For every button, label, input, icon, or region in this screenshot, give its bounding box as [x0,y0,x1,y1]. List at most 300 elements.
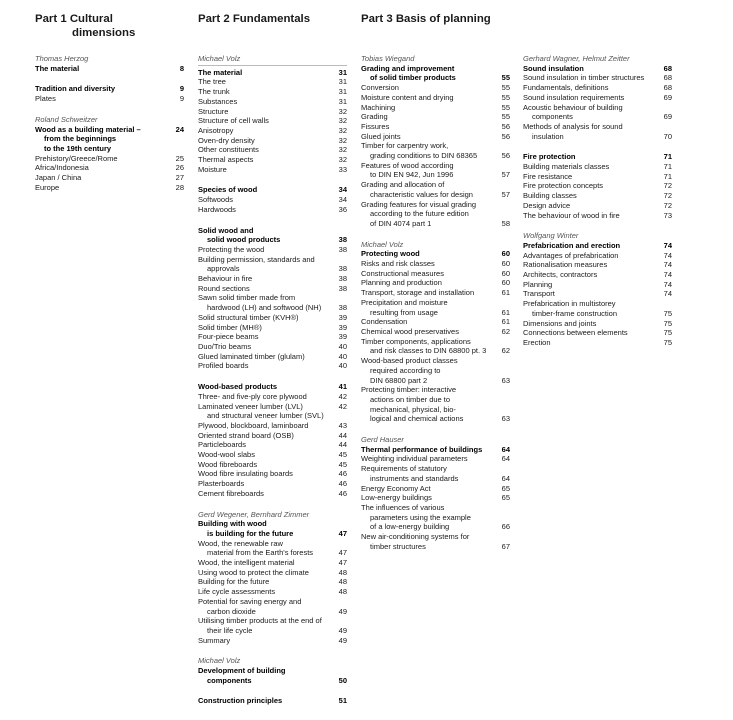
entry-page-number: 72 [663,200,672,210]
toc-entry [198,450,347,460]
entry-title: Rationalisation measures [523,260,608,270]
entry-title: Timber for carpentry work, [361,141,449,151]
entry-page-number: 60 [501,249,510,259]
toc-heading-entry [361,249,510,259]
toc-entry [361,259,510,269]
toc-entry [198,116,347,126]
entry-page-number: 57 [501,170,510,180]
toc-section [198,54,347,174]
entry-page-number: 34 [338,195,347,205]
entry-title: New air-conditioning systems for [361,532,470,542]
entry-title: Transport [523,289,555,299]
entry-title: The material [198,67,243,77]
toc-entry [361,346,510,356]
toc-section [35,84,184,103]
entry-title: Structure of cell walls [198,116,269,126]
entry-title: insulation [532,131,564,141]
entry-title: Features of wood according [361,160,454,170]
toc-entry [361,503,510,513]
toc-entry [198,489,347,499]
entry-title: Wood-based product classes [361,356,458,366]
entry-page-number: 36 [338,204,347,214]
entry-title: Solid wood and [198,225,254,235]
entry-page-number: 31 [338,67,347,77]
entry-title: Acoustic behaviour of building [523,102,623,112]
entry-page-number: 38 [338,235,347,245]
toc-entry [198,587,347,597]
toc-section [361,435,510,551]
entry-page-number: 55 [501,102,510,112]
toc-entry [523,112,672,122]
entry-page-number: 39 [338,312,347,322]
entry-page-number: 32 [338,135,347,145]
entry-title: Using wood to protect the climate [198,567,309,577]
entry-page-number: 75 [663,308,672,318]
section-author: Roland Schweitzer [35,114,98,124]
entry-title: Constructional measures [361,268,444,278]
toc-entries [198,54,347,717]
section-author: Michael Volz [361,239,404,249]
entry-title: Building permission, standards and [198,254,315,264]
toc-entry [361,532,510,542]
entry-title: Tradition and diversity [35,84,116,94]
entry-title: Duo/Trio beams [198,341,252,351]
toc-entry [198,332,347,342]
entry-page-number: 65 [501,493,510,503]
toc-entry [198,323,347,333]
entry-title: Protecting wood [361,249,420,259]
entry-page-number: 74 [663,279,672,289]
entry-page-number: 32 [338,155,347,165]
toc-entry [198,303,347,313]
entry-title: Other constituents [198,145,259,155]
toc-entry [198,597,347,607]
toc-entry [523,122,672,132]
entry-title: approvals [207,264,240,274]
entry-title: Structure [198,106,229,116]
entry-title: Four-piece beams [198,332,259,342]
entry-page-number: 31 [338,87,347,97]
entry-title: Grading and allocation of [361,180,445,190]
toc-entry [198,97,347,107]
entry-page-number: 72 [663,181,672,191]
toc-entry [523,260,672,270]
toc-entry [198,402,347,412]
entry-page-number: 49 [338,635,347,645]
entry-page-number: 57 [501,189,510,199]
toc-entry [198,626,347,636]
entry-title: Softwoods [198,195,234,205]
toc-entry [361,219,510,229]
entry-page-number: 31 [338,77,347,87]
entry-title: Utilising timber products at the end of [198,616,322,626]
entry-page-number: 51 [338,696,347,706]
entry-page-number: 47 [338,528,347,538]
entry-title: of a low-energy building [370,522,450,532]
entry-title: solid wood products [207,235,281,245]
toc-section [198,226,347,372]
entry-page-number: 63 [501,414,510,424]
toc-entry [361,385,510,395]
entry-title: Japan / China [35,173,82,183]
entry-page-number: 73 [663,210,672,220]
toc-entry [198,361,347,371]
entry-page-number: 74 [663,240,672,250]
entry-page-number: 61 [501,288,510,298]
entry-page-number: 71 [663,171,672,181]
entry-page-number: 71 [663,162,672,172]
toc-entry [361,376,510,386]
toc-entry [361,542,510,552]
toc-entry [198,155,347,165]
entry-page-number: 72 [663,191,672,201]
entry-page-number: 32 [338,106,347,116]
entry-page-number: 62 [501,346,510,356]
toc-entry [198,313,347,323]
toc-entry [198,411,347,421]
toc-entry [523,328,672,338]
entry-title: mechanical, physical, bio- [370,404,456,414]
toc-section [198,510,347,646]
entry-title: Grading [361,112,388,122]
toc-entry [361,190,510,200]
entry-title: timber-frame construction [532,308,618,318]
toc-entry [198,469,347,479]
entry-page-number: 31 [338,96,347,106]
toc-entry [198,440,347,450]
entry-title: Advantages of prefabrication [523,250,619,260]
entry-page-number: 55 [501,112,510,122]
entry-title: Prefabrication in multistorey [523,299,616,309]
entry-title: Round sections [198,283,250,293]
entry-title: DIN 68800 part 2 [370,375,428,385]
entry-page-number: 42 [338,391,347,401]
part-title-line: Part 1 Cultural [35,13,113,25]
entry-page-number: 64 [501,473,510,483]
toc-entry [523,93,672,103]
entry-page-number: 74 [663,260,672,270]
toc-section [198,382,347,498]
entry-page-number: 60 [501,268,510,278]
toc-heading-entry [361,64,510,74]
entry-title: Plywood, blockboard, laminboard [198,420,309,430]
entry-page-number: 42 [338,401,347,411]
entry-title: Wood-based products [198,382,278,392]
entry-title: Development of building [198,666,286,676]
entry-title: Profiled boards [198,361,249,371]
toc-entry [361,122,510,132]
toc-heading-entry [198,529,347,539]
toc-entry [523,201,672,211]
toc-entry [361,112,510,122]
entry-page-number: 38 [338,274,347,284]
toc-entry [198,548,347,558]
entry-page-number: 58 [501,218,510,228]
toc-entry [198,421,347,431]
toc-heading-entry [198,382,347,392]
toc-entry [523,309,672,319]
toc-section [198,656,347,685]
toc-entry [35,94,184,104]
toc-heading-entry [361,73,510,83]
entry-title: Fire protection concepts [523,181,604,191]
entry-title: Energy Economy Act [361,483,431,493]
entry-title: Building classes [523,191,577,201]
entry-title: Chemical wood preservatives [361,326,459,336]
entry-title: Prehistory/Greece/Rome [35,153,118,163]
entry-title: Planning and production [361,278,442,288]
toc-entry [523,172,672,182]
entry-page-number: 74 [663,250,672,260]
toc-entry [361,93,510,103]
entry-page-number: 9 [179,84,184,94]
entry-title: Plasterboards [198,479,245,489]
toc-entry [361,103,510,113]
entry-page-number: 39 [338,322,347,332]
entry-page-number: 75 [663,337,672,347]
toc-entry [198,87,347,97]
entry-title: and risk classes to DIN 68800 pt. 3 [370,346,487,356]
toc-entry [198,539,347,549]
entry-title: Thermal aspects [198,155,254,165]
entry-page-number: 9 [179,94,184,104]
toc-entry [523,211,672,221]
toc-entry [523,338,672,348]
entry-title: The behaviour of wood in fire [523,210,620,220]
entry-title: Substances [198,96,238,106]
toc-entry [361,405,510,415]
entry-title: Building for the future [198,577,270,587]
section-author: Gerd Hauser [361,435,404,445]
entry-title: hardwood (LH) and softwood (NH) [207,303,322,313]
entry-title: Solid timber (MH®) [198,322,262,332]
entry-page-number: 48 [338,577,347,587]
entry-title: resulting from usage [370,307,438,317]
toc-entry [361,513,510,523]
entry-page-number: 49 [338,625,347,635]
toc-entry [523,181,672,191]
toc-entry [361,170,510,180]
toc-heading-entry [35,64,184,74]
toc-entry [198,274,347,284]
entry-title: according to the future edition [370,209,469,219]
entry-title: logical and chemical actions [370,414,464,424]
entry-page-number: 32 [338,125,347,135]
entry-title: required according to [370,365,441,375]
toc-heading-entry [198,666,347,676]
entry-title: Erection [523,337,551,347]
entry-page-number: 74 [663,270,672,280]
entry-title: Glued laminated timber (glulam) [198,351,305,361]
entry-page-number: 68 [663,83,672,93]
toc-entry [523,191,672,201]
divider [198,65,347,66]
toc-entry [361,317,510,327]
entry-page-number: 46 [338,469,347,479]
entry-title: of DIN 4074 part 1 [370,218,432,228]
entry-page-number: 56 [501,151,510,161]
entry-title: Low-energy buildings [361,493,432,503]
toc-heading-entry [523,241,672,251]
entry-title: timber structures [370,541,426,551]
toc-entry [361,337,510,347]
entry-page-number: 64 [501,444,510,454]
toc-section [523,54,672,141]
toc-entry [523,73,672,83]
toc-entry [198,431,347,441]
entry-title: Architects, contractors [523,270,598,280]
toc-heading-entry [198,235,347,245]
entry-title: from the beginnings [44,134,117,144]
entry-page-number: 46 [338,479,347,489]
entry-page-number: 34 [338,185,347,195]
toc-entry [198,245,347,255]
toc-heading-entry [35,125,184,135]
toc-entry [198,255,347,265]
entry-title: characteristic values for design [370,189,473,199]
toc-entry [361,522,510,532]
entry-title: The tree [198,77,226,87]
entry-page-number: 25 [175,153,184,163]
entry-page-number: 65 [501,483,510,493]
section-author: Michael Volz [198,54,241,63]
toc-entry [523,319,672,329]
entry-page-number: 47 [338,548,347,558]
entry-title: Potential for saving energy and [198,596,302,606]
toc-entries [35,54,184,203]
entry-title: Anisotropy [198,125,234,135]
entry-page-number: 55 [501,73,510,83]
entry-title: Fundamentals, definitions [523,83,609,93]
entry-page-number: 43 [338,420,347,430]
entry-title: of solid timber products [370,73,456,83]
toc-entry [523,270,672,280]
toc-entry [361,180,510,190]
entry-title: is building for the future [207,528,294,538]
toc-entry [361,132,510,142]
entry-title: carbon dioxide [207,606,256,616]
section-author: Tobias Wiegand [361,54,415,63]
entry-page-number: 49 [338,606,347,616]
toc-heading-entry [198,226,347,236]
toc-entries [523,54,672,359]
entry-page-number: 8 [179,63,184,73]
toc-entry [198,460,347,470]
entry-page-number: 48 [338,587,347,597]
entry-title: grading conditions to DIN 68365 [370,151,478,161]
entry-title: Summary [198,635,231,645]
entry-page-number: 66 [501,522,510,532]
toc-entry [35,154,184,164]
entry-title: actions on timber due to [370,394,451,404]
entry-title: Wood fibreboards [198,459,258,469]
toc-section [523,152,672,220]
entry-title: parameters using the example [370,512,471,522]
entry-title: Timber components, applications [361,336,471,346]
entry-title: Requirements of statutory [361,464,447,474]
section-author: Michael Volz [198,656,241,666]
toc-entry [198,616,347,626]
toc-entry [198,107,347,117]
toc-entry [361,298,510,308]
entry-page-number: 32 [338,145,347,155]
entry-title: Building materials classes [523,162,610,172]
toc-heading-entry [523,64,672,74]
toc-entries [361,54,510,562]
toc-entry [361,209,510,219]
toc-section [198,696,347,706]
entry-page-number: 60 [501,259,510,269]
entry-title: Design advice [523,200,571,210]
toc-entry [198,607,347,617]
entry-page-number: 55 [501,92,510,102]
toc-entry [361,366,510,376]
toc-entry [523,251,672,261]
entry-title: Oven-dry density [198,135,255,145]
part-1-title [35,12,135,40]
entry-title: Wood, the renewable raw [198,538,283,548]
toc-heading-entry [35,84,184,94]
entry-page-number: 67 [501,541,510,551]
toc-heading-entry [523,152,672,162]
entry-title: Laminated veneer lumber (LVL) [198,401,303,411]
entry-title: Prefabrication and erection [523,240,621,250]
toc-entry [361,288,510,298]
toc-entry [361,454,510,464]
entry-title: Hardwoods [198,204,236,214]
entry-page-number: 56 [501,131,510,141]
entry-page-number: 38 [338,303,347,313]
entry-title: Fissures [361,121,390,131]
entry-title: Plates [35,94,56,104]
entry-page-number: 26 [175,163,184,173]
entry-page-number: 61 [501,317,510,327]
entry-page-number: 63 [501,375,510,385]
toc-entry [523,289,672,299]
toc-heading-entry [361,445,510,455]
entry-page-number: 27 [175,173,184,183]
part-title-line: Part 2 Fundamentals [198,13,311,25]
section-author: Gerd Wegener, Bernhard Zimmer [198,509,310,519]
entry-page-number: 69 [663,92,672,102]
entry-title: Cement fibreboards [198,488,264,498]
entry-page-number: 60 [501,278,510,288]
entry-title: Three- and five-ply core plywood [198,391,307,401]
entry-page-number: 75 [663,328,672,338]
entry-title: Construction principles [198,696,283,706]
toc-entry [198,568,347,578]
entry-title: Particleboards [198,440,246,450]
toc-entry [361,161,510,171]
entry-title: Africa/Indonesia [35,163,89,173]
section-author: Thomas Herzog [35,54,89,63]
section-author: Wolfgang Winter [523,231,579,241]
entry-title: Grading and improvement [361,63,455,73]
entry-title: Transport, storage and installation [361,288,475,298]
part-title-line: dimensions [72,27,136,39]
toc-entry [361,151,510,161]
toc-entry [361,269,510,279]
toc-entry [35,163,184,173]
toc-heading-entry [35,144,184,154]
toc-section [198,185,347,214]
entry-title: Fire protection [523,152,576,162]
entry-page-number: 38 [338,283,347,293]
entry-title: components [207,675,252,685]
entry-page-number: 75 [663,318,672,328]
entry-title: Wood as a building material – [35,124,141,134]
entry-page-number: 69 [663,112,672,122]
